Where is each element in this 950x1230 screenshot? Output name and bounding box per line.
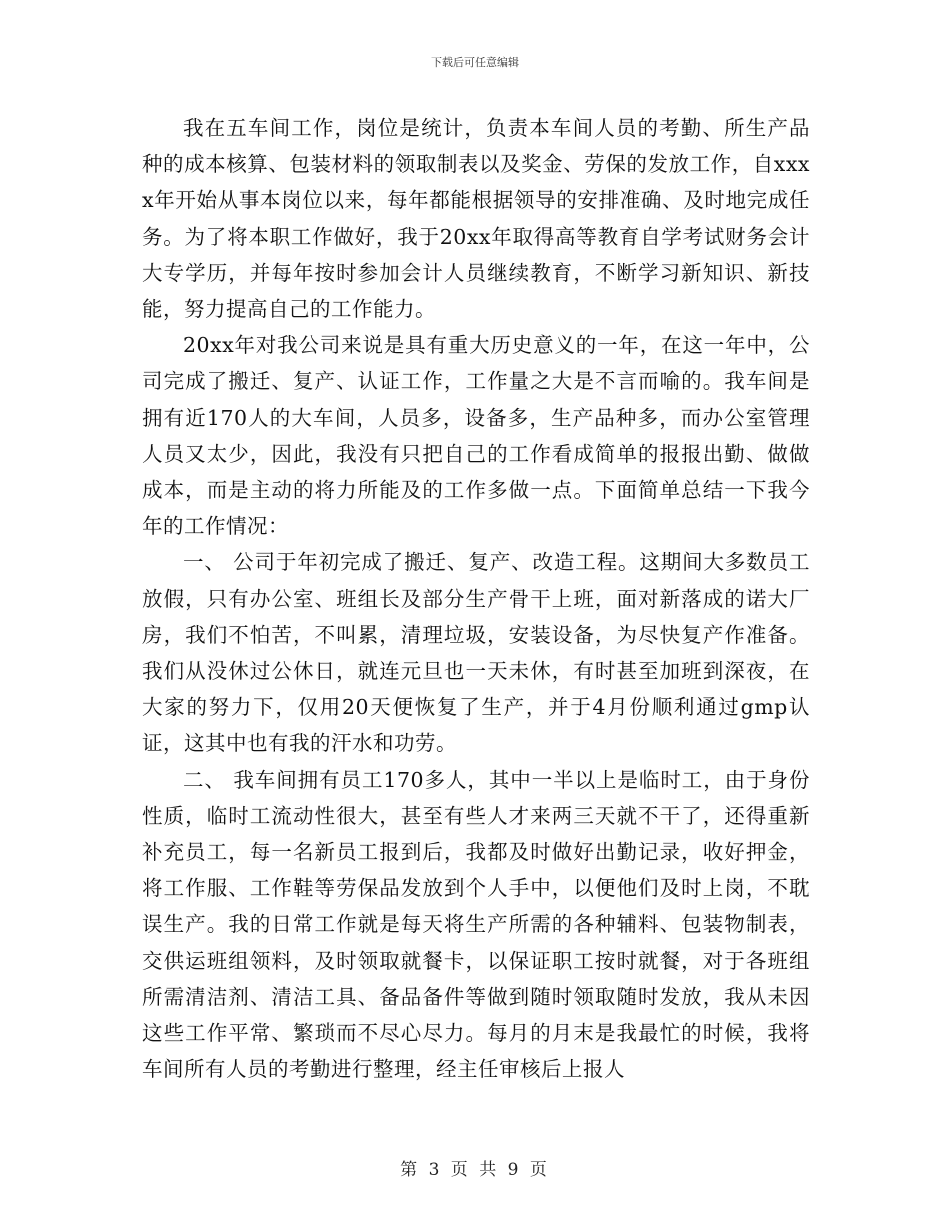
page-number: 第 3 页 共 9 页 [400,1160,550,1180]
paragraph-intro: 我在五车间工作，岗位是统计，负责本车间人员的考勤、所生产品种的成本核算、包装材料的领取制表以及奖金、劳保的发放工作，自xxxx年开始从事本岗位以来，每年都能根据领导的安排准确、及时地完成任务。为了将本职工作做好，我于20xx年取得高等教育自学考试财务会计大专学历，并每年按时参加会计人员继续教育，不断学习新知识、新技能，努力提高自己的工作能力。 [142,116,810,322]
page-header: 下载后可任意编辑 [431,56,519,69]
paragraph-year-overview: 20xx年对我公司来说是具有重大历史意义的一年，在这一年中，公司完成了搬迁、复产、认证工作，工作量之大是不言而喻的。我车间是拥有近170人的大车间，人员多，设备多，生产品种多，而办公室管理人员又太少，因此，我没有只把自己的工作看成简单的报报出勤、做做成本，而是主动的将力所能及的工作多做一点。下面简单总结一下我今年的工作情况： [142,333,810,539]
paragraph-item-one: 一、 公司于年初完成了搬迁、复产、改造工程。这期间大多数员工放假，只有办公室、班组长及部分生产骨干上班，面对新落成的诺大厂房，我们不怕苦，不叫累，清理垃圾，安装设备，为尽快复产作准备。我们从没休过公休日，就连元旦也一天未休，有时甚至加班到深夜，在大家的努力下，仅用20天便恢复了生产，并于4月份顺利通过gmp认证，这其中也有我的汗水和功劳。 [142,550,810,756]
document-body [142,110,810,1087]
paragraph-item-two: 二、 我车间拥有员工170多人，其中一半以上是临时工，由于身份性质，临时工流动性很大，甚至有些人才来两三天就不干了，还得重新补充员工，每一名新员工报到后，我都及时做好出勤记录，收好押金，将工作服、工作鞋等劳保品发放到个人手中，以便他们及时上岗，不耽误生产。我的日常工作就是每天将生产所需的各种辅料、包装物制表，交供运班组领料，及时领取就餐卡，以保证职工按时就餐，对于各班组所需清洁剂、清洁工具、备品备件等做到随时领取随时发放，我从未因这些工作平常、繁琐而不尽心尽力。每月的月末是我最忙的时候，我将车间所有人员的考勤进行整理，经主任审核后上报人 [142,767,810,1082]
